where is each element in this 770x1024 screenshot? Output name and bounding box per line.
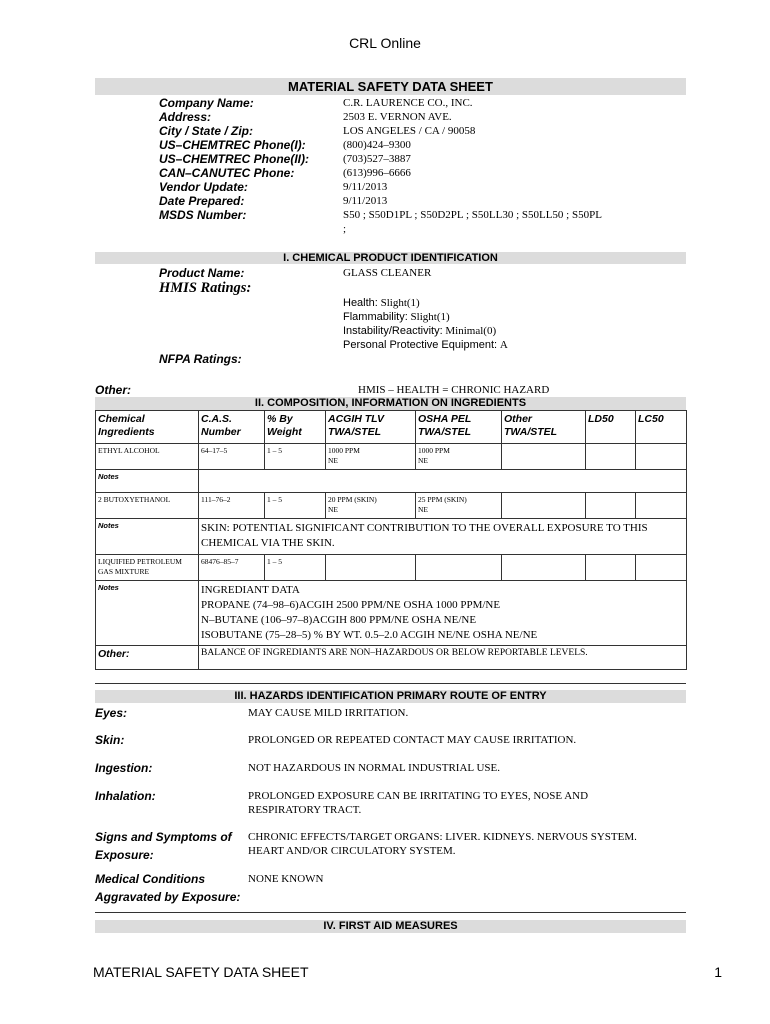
nfpa-ratings-label: NFPA Ratings: [159, 352, 242, 366]
field-label: MSDS Number: [159, 208, 247, 222]
table-row [96, 555, 687, 581]
rating-value: Minimal(0) [445, 325, 497, 337]
column-header: % By Weight [265, 411, 326, 444]
msds-number-continuation: ; [343, 223, 347, 235]
ingestion-label: Ingestion: [95, 761, 153, 775]
field-label: US–CHEMTREC Phone(I): [159, 138, 306, 152]
cas-number: 64–17–5 [199, 444, 265, 470]
signs-symptoms-label: Signs and Symptoms of Exposure: [95, 830, 232, 862]
footer-title: MATERIAL SAFETY DATA SHEET [93, 964, 309, 980]
cas-number: 111–76–2 [199, 493, 265, 519]
field-value: (800)424–9300 [343, 139, 411, 151]
divider [95, 912, 686, 913]
inhalation-label: Inhalation: [95, 789, 156, 803]
field-value: (703)527–3887 [343, 153, 411, 165]
eyes-value: MAY CAUSE MILD IRRITATION. [248, 707, 409, 719]
notes-row [96, 581, 687, 646]
medical-conditions-label: Medical Conditions Aggravated by Exposure: [95, 872, 241, 904]
other-label: Other: [95, 383, 131, 397]
cas-number: 68476–85–7 [199, 555, 265, 581]
section-1-title: I. CHEMICAL PRODUCT IDENTIFICATION [95, 252, 686, 264]
eyes-label: Eyes: [95, 706, 128, 720]
notes-row [96, 519, 687, 555]
column-header: LC50 [636, 411, 687, 444]
field-value: LOS ANGELES / CA / 90058 [343, 125, 476, 137]
field-label: Vendor Update: [159, 180, 248, 194]
field-value: 9/11/2013 [343, 195, 388, 207]
field-label: US–CHEMTREC Phone(II): [159, 152, 309, 166]
field-value: 2503 E. VERNON AVE. [343, 111, 452, 123]
inhalation-value: PROLONGED EXPOSURE CAN BE IRRITATING TO EYES, NOSE AND RESPIRATORY TRACT. [248, 790, 589, 816]
other-label: Other: [96, 646, 199, 670]
rating-value: Slight(1) [380, 297, 420, 309]
osha-value: 1000 PPM NE [416, 444, 502, 470]
skin-value: PROLONGED OR REPEATED CONTACT MAY CAUSE IRRITATION. [248, 734, 577, 746]
other-row [96, 646, 687, 670]
msds-title: MATERIAL SAFETY DATA SHEET [95, 78, 686, 95]
ingredient-name: ETHYL ALCOHOL [96, 444, 199, 470]
ingredient-name: 2 BUTOXYETHANOL [96, 493, 199, 519]
page-header-title: CRL Online [349, 35, 421, 51]
column-header: C.A.S. Number [199, 411, 265, 444]
field-label: Company Name: [159, 96, 254, 110]
skin-label: Skin: [95, 733, 125, 747]
page-number: 1 [714, 964, 722, 980]
osha-value: 25 PPM (SKIN) NE [416, 493, 502, 519]
notes-label: Notes [96, 581, 199, 646]
product-name-label: Product Name: [159, 266, 245, 280]
section-2-title: II. COMPOSITION, INFORMATION ON INGREDIENTS [95, 397, 686, 410]
section-3-title: III. HAZARDS IDENTIFICATION PRIMARY ROUTE OF ENTRY [95, 690, 686, 703]
rating-label: Personal Protective Equipment: [343, 339, 498, 351]
field-value: 9/11/2013 [343, 181, 388, 193]
signs-symptoms-value: CHRONIC EFFECTS/TARGET ORGANS: LIVER. KIDNEYS. NERVOUS SYSTEM. HEART AND/OR CIRCULATORY SYSTEM. [248, 831, 637, 857]
product-name-value: GLASS CLEANER [343, 267, 432, 279]
column-header: ACGIH TLV TWA/STEL [326, 411, 416, 444]
table-header-row [96, 411, 687, 444]
medical-conditions-value: NONE KNOWN [248, 873, 324, 885]
notes-label: Notes [96, 470, 199, 493]
section-4-title: IV. FIRST AID MEASURES [95, 920, 686, 933]
percent-weight: 1 – 5 [265, 493, 326, 519]
table-row [96, 444, 687, 470]
note-text: SKIN: POTENTIAL SIGNIFICANT CONTRIBUTION TO THE OVERALL EXPOSURE TO THIS CHEMICAL VIA THE SKIN. [199, 519, 687, 555]
field-value: S50 ; S50D1PL ; S50D2PL ; S50LL30 ; S50LL50 ; S50PL [343, 209, 602, 221]
acgih-value: 20 PPM (SKIN) NE [326, 493, 416, 519]
rating-label: Instability/Reactivity: [343, 325, 443, 337]
rating-label: Flammability: [343, 311, 408, 323]
table-row [96, 493, 687, 519]
column-header: LD50 [586, 411, 636, 444]
column-header: Chemical Ingredients [96, 411, 199, 444]
field-label: Address: [159, 110, 212, 124]
column-header: Other TWA/STEL [502, 411, 586, 444]
percent-weight: 1 – 5 [265, 444, 326, 470]
notes-label: Notes [96, 519, 199, 555]
percent-weight: 1 – 5 [265, 555, 326, 581]
rating-value: A [499, 339, 508, 351]
field-label: City / State / Zip: [159, 124, 254, 138]
rating-label: Health: [343, 297, 378, 309]
other-value: BALANCE OF INGREDIANTS ARE NON–HAZARDOUS OR BELOW REPORTABLE LEVELS. [199, 646, 687, 670]
column-header: OSHA PEL TWA/STEL [416, 411, 502, 444]
note-text: INGREDIANT DATA PROPANE (74–98–6)ACGIH 2500 PPM/NE OSHA 1000 PPM/NE N–BUTANE (106–97–8)ACGIH 800 PPM/NE OSHA NE/NE ISOBUTANE (75–28–5) % BY WT. 0.5–2.0 ACGIH NE/NE OSHA NE/NE [199, 581, 687, 646]
acgih-value: 1000 PPM NE [326, 444, 416, 470]
hmis-ratings-label: HMIS Ratings: [159, 280, 252, 296]
field-label: CAN–CANUTEC Phone: [159, 166, 295, 180]
notes-row [96, 470, 687, 493]
field-value: (613)996–6666 [343, 167, 411, 179]
ingredient-name: LIQUIFIED PETROLEUM GAS MIXTURE [96, 555, 199, 581]
other-value: HMIS – HEALTH = CHRONIC HAZARD [358, 384, 550, 396]
field-value: C.R. LAURENCE CO., INC. [343, 97, 473, 109]
rating-value: Slight(1) [410, 311, 450, 323]
field-label: Date Prepared: [159, 194, 245, 208]
ingestion-value: NOT HAZARDOUS IN NORMAL INDUSTRIAL USE. [248, 762, 500, 774]
composition-table [95, 410, 687, 670]
divider [95, 683, 686, 684]
